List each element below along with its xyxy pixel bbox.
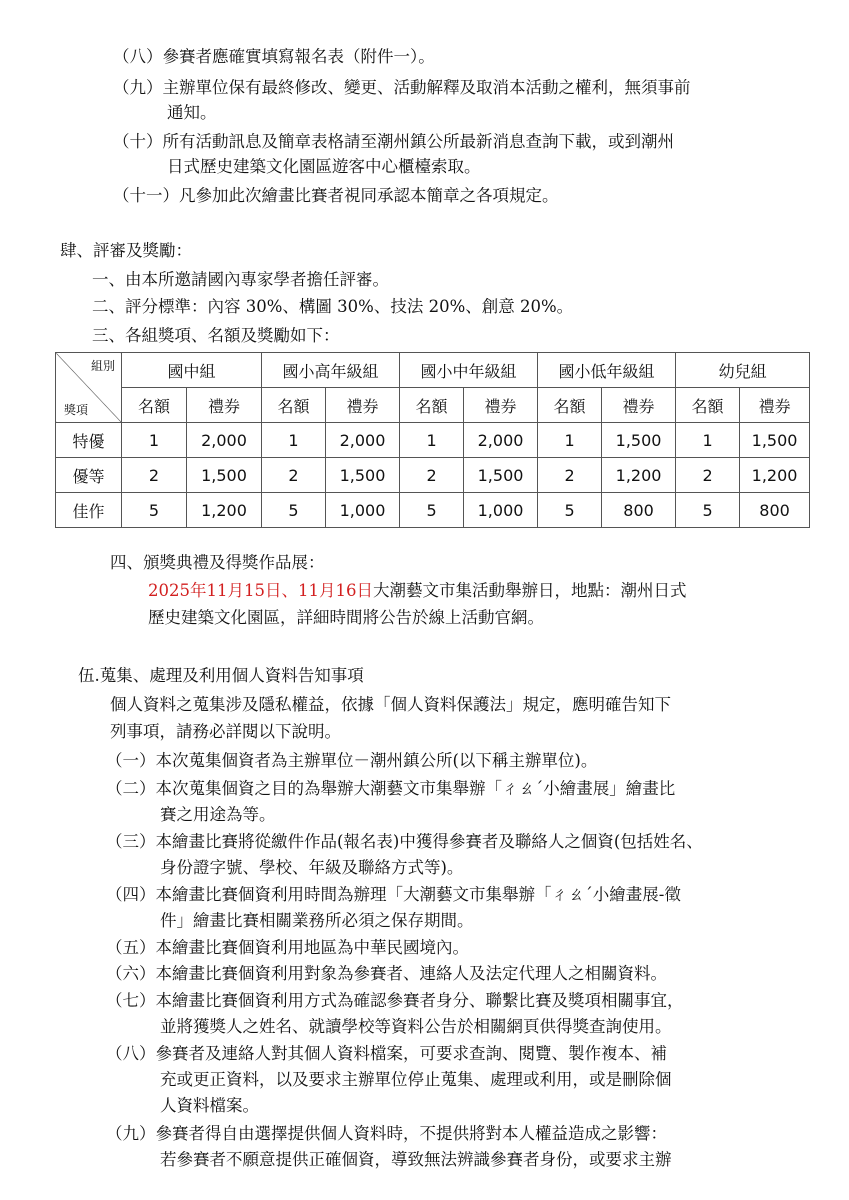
privacy-item-cont: 賽之用途為等。 <box>160 805 276 824</box>
rule-item-10: （十）所有活動訊息及簡章表格請至潮州鎮公所最新消息查詢下載，或到潮州 <box>113 132 674 151</box>
table-cell: 2 <box>400 458 464 493</box>
privacy-item-cont: 身份證字號、學校、年級及聯絡方式等)。 <box>160 858 464 877</box>
subheader-cell: 禮券 <box>602 388 676 423</box>
table-cell: 800 <box>602 493 676 528</box>
ceremony-line-2: 歷史建築文化園區，詳細時間將公告於線上活動官網。 <box>148 608 544 627</box>
table-cell: 1,500 <box>602 423 676 458</box>
table-row <box>56 458 810 493</box>
group-header: 國小低年級組 <box>538 353 676 388</box>
rule-item-8: （八）參賽者應確實填寫報名表（附件一）。 <box>113 47 435 66</box>
award-label-cell: 特優 <box>56 423 122 458</box>
award-label-cell: 優等 <box>56 458 122 493</box>
privacy-item: （二）本次蒐集個資之目的為舉辦大潮藝文市集舉辦「ㄔㄠˊ小繪畫展」繪畫比 <box>106 779 676 798</box>
group-header: 國中組 <box>122 353 262 388</box>
privacy-item: （五）本繪畫比賽個資利用地區為中華民國境內。 <box>106 938 469 957</box>
table-cell: 2,000 <box>187 423 262 458</box>
privacy-item: （四）本繪畫比賽個資利用時間為辦理「大潮藝文市集舉辦「ㄔㄠˊ小繪畫展-徵 <box>106 885 681 904</box>
privacy-item: （八）參賽者及連絡人對其個人資料檔案，可要求查詢、閱覽、製作複本、補 <box>106 1044 667 1063</box>
section-4-title: 肆、評審及獎勵： <box>60 241 192 260</box>
table-cell: 5 <box>676 493 740 528</box>
award-label-cell: 佳作 <box>56 493 122 528</box>
subheader-cell: 名額 <box>400 388 464 423</box>
table-cell: 1,000 <box>326 493 400 528</box>
rule-item-10-cont: 日式歷史建築文化園區遊客中心櫃檯索取。 <box>167 157 481 176</box>
ceremony-line-1: 2025年11月15日、11月16日大潮藝文市集活動舉辦日，地點：潮州日式 <box>148 581 687 600</box>
subheader-cell: 名額 <box>262 388 326 423</box>
table-cell: 1,200 <box>602 458 676 493</box>
privacy-item: （一）本次蒐集個資者為主辦單位－潮州鎮公所(以下稱主辦單位)。 <box>106 751 598 770</box>
group-header: 國小高年級組 <box>262 353 400 388</box>
awards-table <box>55 352 810 528</box>
privacy-item: （六）本繪畫比賽個資利用對象為參賽者、連絡人及法定代理人之相關資料。 <box>106 964 667 983</box>
table-cell: 2 <box>676 458 740 493</box>
section-4-item-3: 三、各組獎項、名額及獎勵如下： <box>92 326 340 345</box>
privacy-item: （九）參賽者得自由選擇提供個人資料時，不提供將對本人權益造成之影響： <box>106 1124 667 1143</box>
table-header-row-groups <box>56 353 810 388</box>
rule-item-9: （九）主辦單位保有最終修改、變更、活動解釋及取消本活動之權利，無須事前 <box>113 78 691 97</box>
table-cell: 2,000 <box>326 423 400 458</box>
corner-label-award: 獎項 <box>64 403 89 417</box>
table-body <box>56 423 810 528</box>
table-cell: 1,200 <box>187 493 262 528</box>
table-cell: 1 <box>262 423 326 458</box>
table-cell: 1,500 <box>740 423 810 458</box>
table-cell: 1,500 <box>187 458 262 493</box>
table-cell: 1,200 <box>740 458 810 493</box>
section-5-intro-1: 個人資料之蒐集涉及隱私權益，依據「個人資料保護法」規定，應明確告知下 <box>110 695 671 714</box>
table-cell: 5 <box>400 493 464 528</box>
table-row <box>56 423 810 458</box>
table-cell: 1 <box>538 423 602 458</box>
table-cell: 800 <box>740 493 810 528</box>
privacy-item-cont: 件」繪畫比賽相關業務所必須之保存期間。 <box>160 911 474 930</box>
section-4-item-4-title: 四、頒獎典禮及得獎作品展： <box>110 553 325 572</box>
privacy-item: （七）本繪畫比賽個資利用方式為確認參賽者身分、聯繫比賽及獎項相關事宜， <box>106 991 684 1010</box>
table-cell: 2 <box>262 458 326 493</box>
rule-item-9-cont: 通知。 <box>167 103 217 122</box>
subheader-cell: 名額 <box>538 388 602 423</box>
table-cell: 1,500 <box>326 458 400 493</box>
privacy-item: （三）本繪畫比賽將從繳件作品(報名表)中獲得參賽者及聯絡人之個資(包括姓名、 <box>106 832 703 851</box>
group-header: 幼兒組 <box>676 353 810 388</box>
table-cell: 2 <box>122 458 187 493</box>
privacy-item-cont: 並將獲獎人之姓名、就讀學校等資料公告於相關網頁供得獎查詢使用。 <box>160 1017 672 1036</box>
table-cell: 2,000 <box>464 423 538 458</box>
table-cell: 2 <box>538 458 602 493</box>
subheader-cell: 名額 <box>122 388 187 423</box>
subheader-cell: 禮券 <box>187 388 262 423</box>
ceremony-date: 2025年11月15日、11月16日 <box>148 581 373 600</box>
table-cell: 5 <box>262 493 326 528</box>
subheader-cell: 名額 <box>676 388 740 423</box>
table-header-row-sub <box>56 388 810 423</box>
section-4-item-1: 一、由本所邀請國內專家學者擔任評審。 <box>92 270 389 289</box>
table-cell: 1,000 <box>464 493 538 528</box>
table-cell: 1 <box>400 423 464 458</box>
table-cell: 1,500 <box>464 458 538 493</box>
privacy-item-cont: 人資料檔案。 <box>160 1096 259 1115</box>
table-cell: 1 <box>676 423 740 458</box>
table-cell: 5 <box>538 493 602 528</box>
table-corner-cell <box>56 353 122 423</box>
subheader-cell: 禮券 <box>740 388 810 423</box>
group-header: 國小中年級組 <box>400 353 538 388</box>
rule-item-11: （十一）凡參加此次繪畫比賽者視同承認本簡章之各項規定。 <box>113 186 559 205</box>
privacy-item-cont: 充或更正資料，以及要求主辦單位停止蒐集、處理或利用，或是刪除個 <box>160 1070 672 1089</box>
section-5-intro-2: 列事項，請務必詳閱以下說明。 <box>110 722 341 741</box>
section-5-title: 伍.蒐集、處理及利用個人資料告知事項 <box>78 666 364 685</box>
privacy-item-cont: 若參賽者不願意提供正確個資，導致無法辨識參賽者身份，或要求主辦 <box>160 1150 672 1169</box>
subheader-cell: 禮券 <box>326 388 400 423</box>
table-cell: 5 <box>122 493 187 528</box>
table-row <box>56 493 810 528</box>
subheader-cell: 禮券 <box>464 388 538 423</box>
section-4-item-2: 二、評分標準：內容 30%、構圖 30%、技法 20%、創意 20%。 <box>92 297 574 316</box>
table-cell: 1 <box>122 423 187 458</box>
corner-label-group: 組別 <box>90 359 115 373</box>
